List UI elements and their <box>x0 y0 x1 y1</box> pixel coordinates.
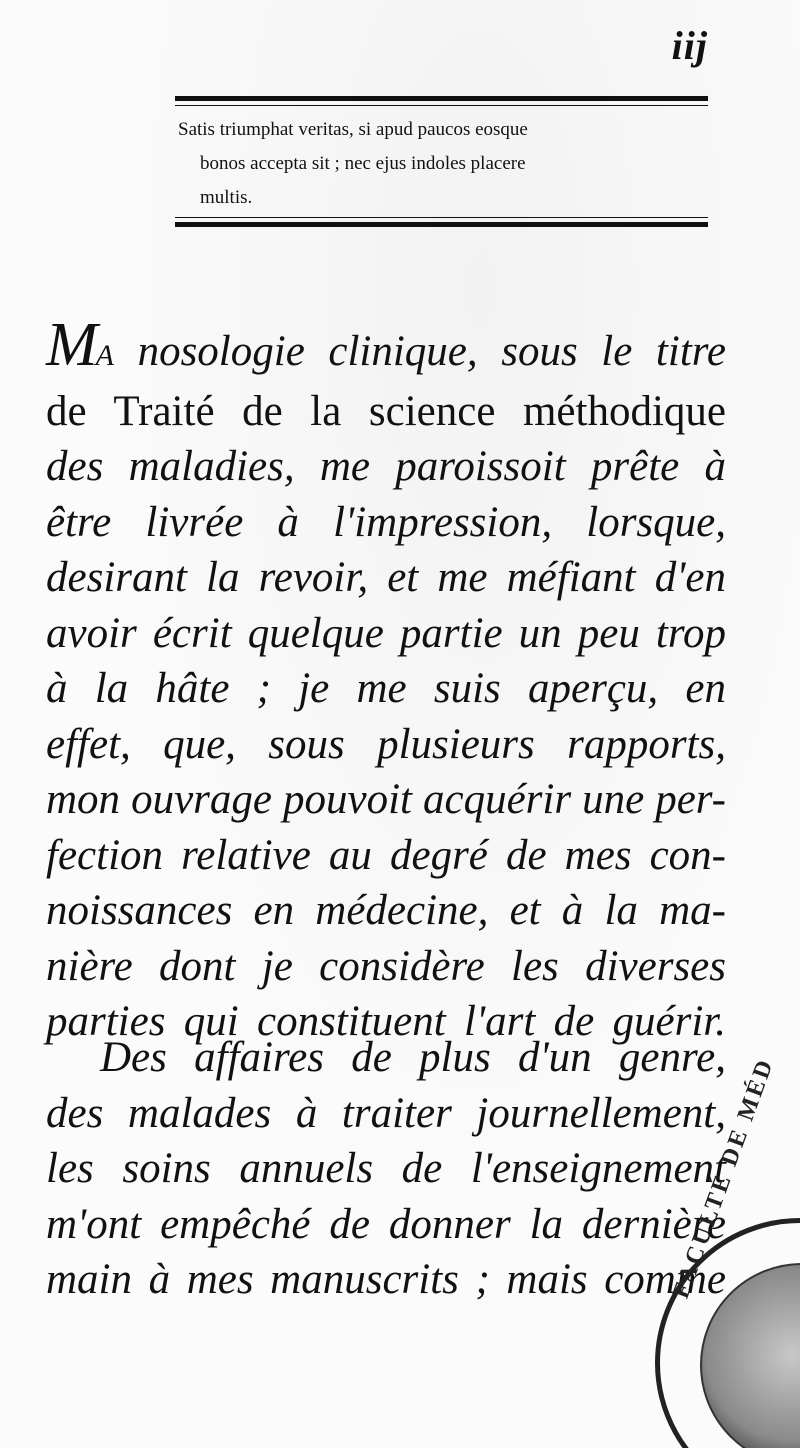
show-through-ghost <box>150 60 161 111</box>
text-line: m'ont empêché de donner la dernière <box>46 1200 726 1248</box>
epigraph-bottom-thin-rule <box>175 217 708 218</box>
text-line: nière dont je considère les diverses <box>46 942 726 990</box>
drop-cap: M <box>46 311 96 379</box>
text-line: de Traité de la science méthodique <box>46 387 726 435</box>
text-line: desirant la revoir, et me méfiant d'en <box>46 554 726 601</box>
text-line: avoir écrit quelque partie un peu trop <box>46 609 726 657</box>
text-line: main à mes manuscrits ; mais comme <box>46 1256 726 1303</box>
text-line <box>46 311 726 384</box>
epigraph-line: Satis triumphat veritas, si apud paucos eosque <box>178 119 528 140</box>
stamp-text: FACULTÉ DE MÉD <box>668 1054 780 1302</box>
epigraph <box>178 113 708 215</box>
epigraph-top-thin-rule <box>175 105 708 106</box>
text-line: mon ouvrage pouvoit acquérir une per- <box>46 776 726 823</box>
text-line: être livrée à l'impression, lorsque, <box>46 498 726 546</box>
text-line-rest: nosologie clinique, sous le titre <box>113 328 726 375</box>
text-line: fection relative au degré de mes con- <box>46 831 726 879</box>
text-line: les soins annuels de l'enseignement <box>46 1145 726 1192</box>
text-line: des maladies, me paroissoit prête à <box>46 443 726 490</box>
text-line: Des affaires de plus d'un genre, <box>100 1034 726 1081</box>
text-line: des malades à traiter journellement, <box>46 1089 726 1137</box>
text-line: effet, que, sous plusieurs rapports, <box>46 720 726 768</box>
small-cap: A <box>95 339 114 372</box>
epigraph-line: multis. <box>200 187 253 208</box>
paragraph-1 <box>46 311 726 1050</box>
text-line: noissances en médecine, et à la ma- <box>46 887 726 934</box>
epigraph-bottom-rule <box>175 222 708 227</box>
page-number: iij <box>671 23 708 68</box>
text-line: parties qui constituent l'art de guérir. <box>46 998 726 1045</box>
paragraph-2 <box>46 1030 726 1308</box>
epigraph-line: bonos accepta sit ; nec ejus indoles placere <box>200 153 526 174</box>
epigraph-top-rule <box>175 96 708 101</box>
text-line: à la hâte ; je me suis aperçu, en <box>46 665 726 712</box>
stamp-portrait <box>700 1263 800 1448</box>
